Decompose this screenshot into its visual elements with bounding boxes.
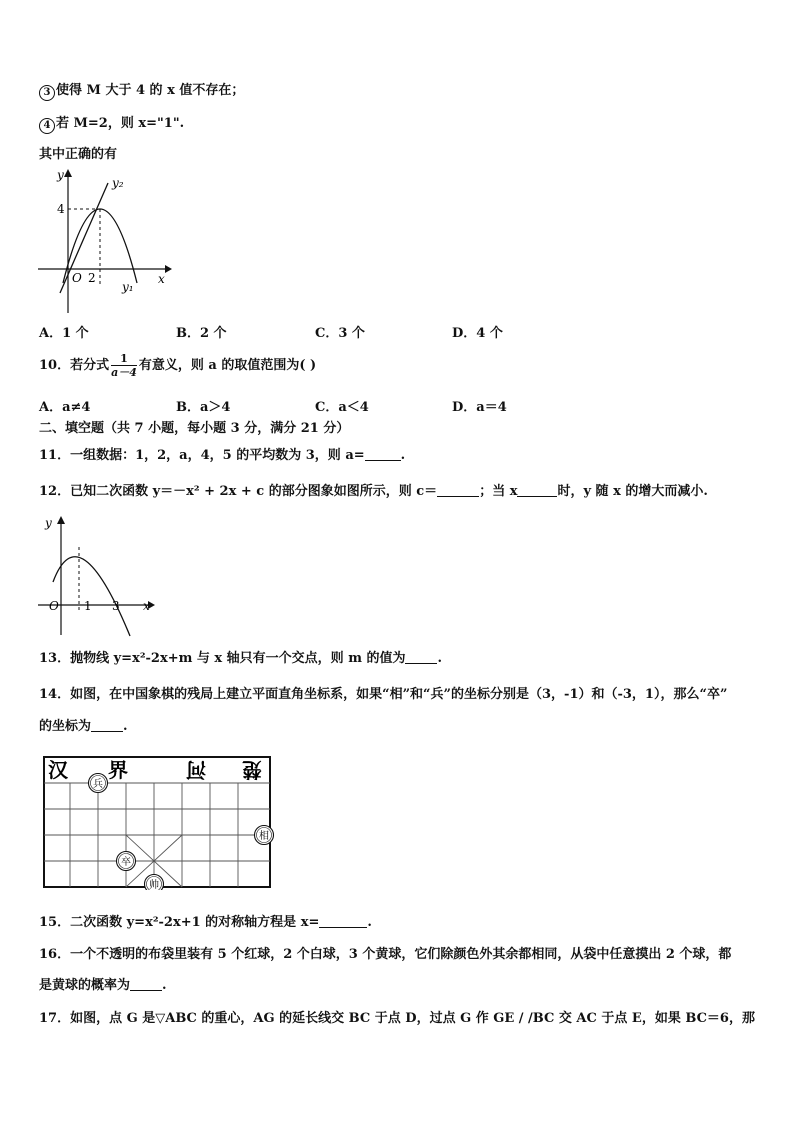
q14-line2 — [39, 718, 128, 736]
q9-tick-2: 2 — [88, 271, 96, 285]
q12-part1: 12．已知二次函数 y＝－x² + 2x + c 的部分图象如图所示，则 c＝ — [39, 484, 438, 499]
q10-fraction — [111, 352, 137, 379]
q10-option-c: C．a＜4 — [315, 400, 369, 415]
q9-tick-4: 4 — [57, 202, 65, 216]
q12-y-label: y — [45, 516, 52, 530]
q10-option-d: D．a＝4 — [452, 400, 507, 415]
q10-question — [39, 352, 316, 379]
piece-xiang-label: 相 — [259, 831, 269, 842]
piece-bing-label: 兵 — [93, 779, 103, 790]
q15-text: 15．二次函数 y=x²-2x+1 的对称轴方程是 x= — [39, 915, 320, 930]
circled-number-3: 3 — [39, 85, 55, 101]
q12-origin-label: O — [49, 599, 59, 613]
q10-numerator: 1 — [111, 352, 137, 366]
piece-zu-label: 卒 — [121, 857, 131, 868]
q15-question — [39, 914, 372, 932]
statement-3-text: 使得 M 大于 4 的 x 值不存在； — [56, 83, 245, 98]
q16-answer-blank — [130, 978, 162, 991]
section-2-heading: 二、填空题（共 7 小题，每小题 3 分，满分 21 分） — [39, 421, 350, 436]
q12-tick-3: 3 — [112, 599, 120, 613]
q9-y2-label: y₂ — [112, 176, 124, 190]
piece-bing — [89, 774, 108, 793]
q10-option-a: A．a≠4 — [39, 400, 91, 415]
q14-line1: 14．如图，在中国象棋的残局上建立平面直角坐标系，如果“相”和“兵”的坐标分别是（3，-1）和（-3，1），那么“卒” — [39, 687, 728, 702]
q9-option-c: C．3 个 — [315, 326, 365, 341]
q12-part2: ；当 x — [479, 484, 518, 499]
q14-answer-blank — [91, 719, 123, 732]
river-char-jie: 界 — [108, 758, 128, 782]
q10-post: 有意义，则 a 的取值范围为( ) — [138, 358, 317, 373]
q13-question — [39, 650, 442, 668]
q9-graph — [30, 165, 180, 315]
q9-y-label: y — [57, 168, 64, 182]
q12-tick-1: 1 — [84, 599, 92, 613]
river-char-chu: 楚 — [242, 758, 262, 782]
statement-4-text: 若 M=2，则 x="1". — [56, 116, 185, 131]
q13-answer-blank — [405, 651, 437, 664]
q11-answer-blank — [365, 448, 401, 461]
q9-x-label: x — [158, 272, 165, 286]
q12-part3: 时，y 随 x 的增大而减小. — [557, 484, 708, 499]
q12-x-label: x — [143, 599, 150, 613]
q11-question — [39, 447, 405, 465]
q10-denominator: a－4 — [111, 366, 137, 379]
q12-blank-c — [437, 484, 479, 497]
q14-chess-board — [38, 755, 278, 890]
q9-option-a: A．1 个 — [39, 326, 89, 341]
q13-end: . — [437, 651, 443, 666]
statement-3 — [39, 82, 244, 101]
q16-line2 — [39, 977, 167, 995]
river-char-han: 汉 — [48, 758, 68, 782]
q9-option-b: B．2 个 — [176, 326, 227, 341]
q17-question: 17．如图，点 G 是▽ABC 的重心，AG 的延长线交 BC 于点 D，过点 G 作 GE / /BC 交 AC 于点 E，如果 BC＝6，那 — [39, 1011, 755, 1026]
q14-end: . — [123, 719, 128, 734]
q13-text: 13．抛物线 y=x²-2x+m 与 x 轴只有一个交点，则 m 的值为 — [39, 651, 406, 666]
q15-end: . — [367, 915, 372, 930]
q16-end: . — [162, 978, 167, 993]
q10-option-b: B．a＞4 — [176, 400, 231, 415]
q10-pre: 10．若分式 — [39, 358, 110, 373]
statement-4 — [39, 115, 184, 134]
piece-xiang — [255, 826, 274, 845]
q12-blank-x — [517, 484, 557, 497]
q14-line2-text: 的坐标为 — [39, 719, 92, 734]
q11-text: 11．一组数据：1，2，a，4，5 的平均数为 3，则 a= — [39, 448, 365, 463]
piece-shuai — [145, 875, 164, 891]
piece-zu — [117, 852, 136, 871]
q9-prompt: 其中正确的有 — [39, 147, 118, 162]
q9-option-d: D．4 个 — [452, 326, 503, 341]
circled-number-4: 4 — [39, 118, 55, 134]
q16-line1: 16．一个不透明的布袋里装有 5 个红球，2 个白球，3 个黄球，它们除颜色外其余都相同，从袋中任意摸出 2 个球，都 — [39, 947, 732, 962]
q12-graph — [30, 510, 160, 640]
q12-question — [39, 483, 708, 501]
q15-answer-blank — [319, 915, 367, 928]
piece-shuai-label: 帅 — [149, 880, 159, 890]
q11-end: . — [400, 448, 406, 463]
river-char-he: 河 — [186, 758, 206, 782]
q9-y1-label: y₁ — [122, 280, 134, 294]
q16-line2-text: 是黄球的概率为 — [39, 978, 131, 993]
q9-origin-label: O — [72, 271, 82, 285]
